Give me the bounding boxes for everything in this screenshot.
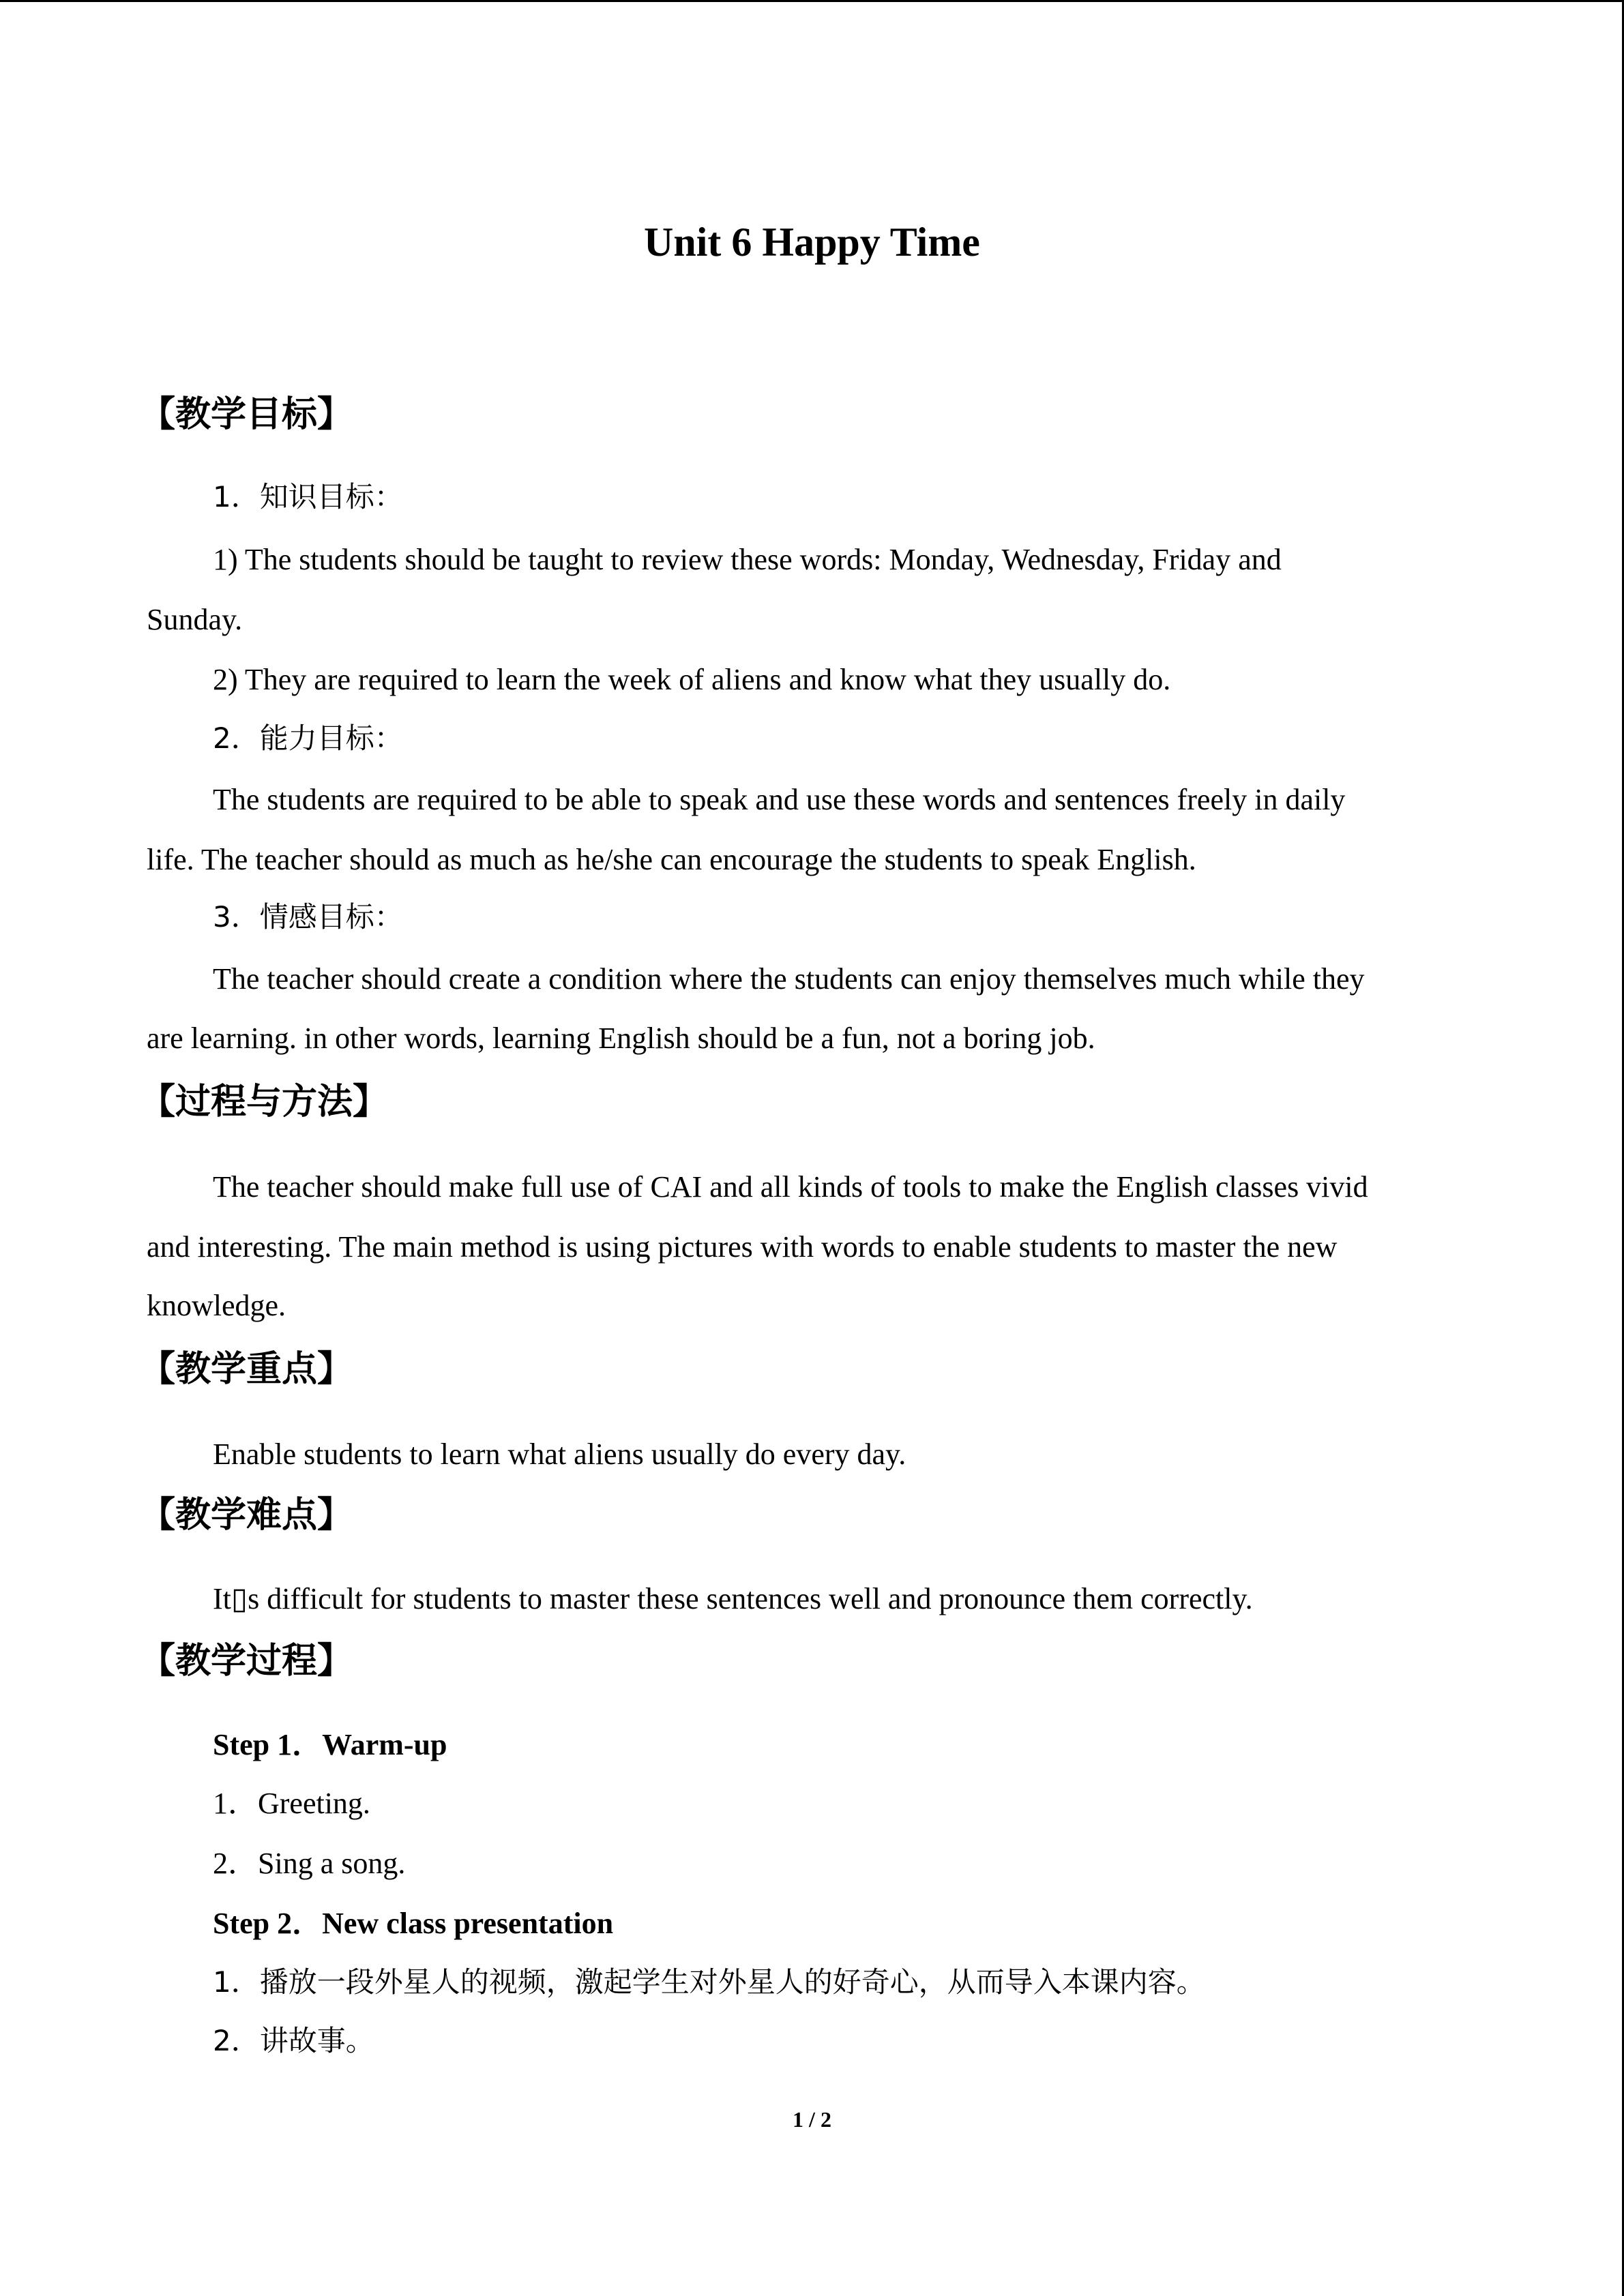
- methods-line-2: and interesting. The main method is using pictures with words to enable students to master the new: [147, 1230, 1338, 1264]
- ability-line-2: life. The teacher should as much as he/she can encourage the students to speak English.: [147, 843, 1196, 876]
- step-2-title: Step 2．New class presentation: [213, 1907, 614, 1940]
- key-points-line-1: Enable students to learn what aliens usually do every day.: [213, 1437, 906, 1471]
- methods-line-3: knowledge.: [147, 1289, 286, 1322]
- emotion-objective-label: 3．情感目标：: [213, 900, 403, 934]
- heading-objectives: 【教学目标】: [140, 394, 353, 435]
- step-2-item-1: 1．播放一段外星人的视频，激起学生对外星人的好奇心，从而导入本课内容。: [213, 1965, 1205, 1999]
- heading-methods: 【过程与方法】: [140, 1082, 389, 1122]
- step-2-item-2: 2．讲故事。: [213, 2024, 374, 2057]
- heading-process: 【教学过程】: [140, 1641, 353, 1682]
- knowledge-objective-label: 1．知识目标：: [213, 480, 403, 513]
- step-1-title: Step 1．Warm-up: [213, 1728, 447, 1761]
- heading-difficulties: 【教学难点】: [140, 1495, 353, 1536]
- step-1-item-1: 1．Greeting.: [213, 1787, 370, 1820]
- knowledge-item-1-line-2: Sunday.: [147, 603, 243, 636]
- emotion-line-2: are learning. in other words, learning English should be a fun, not a boring job.: [147, 1022, 1095, 1055]
- knowledge-item-1-line-1: 1) The students should be taught to review these words: Monday, Wednesday, Friday and: [213, 543, 1282, 576]
- methods-line-1: The teacher should make full use of CAI and all kinds of tools to make the English classes vivid: [213, 1170, 1368, 1204]
- page-number: 1 / 2: [793, 2107, 831, 2132]
- ability-line-1: The students are required to be able to speak and use these words and sentences freely in daily: [213, 783, 1346, 816]
- emotion-line-1: The teacher should create a condition where the students can enjoy themselves much while they: [213, 962, 1365, 996]
- knowledge-item-2: 2) They are required to learn the week of aliens and know what they usually do.: [213, 663, 1171, 696]
- heading-key-points: 【教学重点】: [140, 1349, 353, 1390]
- ability-objective-label: 2．能力目标：: [213, 721, 403, 755]
- step-1-item-2: 2．Sing a song.: [213, 1847, 406, 1880]
- document-title: Unit 6 Happy Time: [644, 220, 980, 265]
- difficulties-line-1: It▯s difficult for students to master these sentences well and pronounce them correctly.: [213, 1582, 1253, 1615]
